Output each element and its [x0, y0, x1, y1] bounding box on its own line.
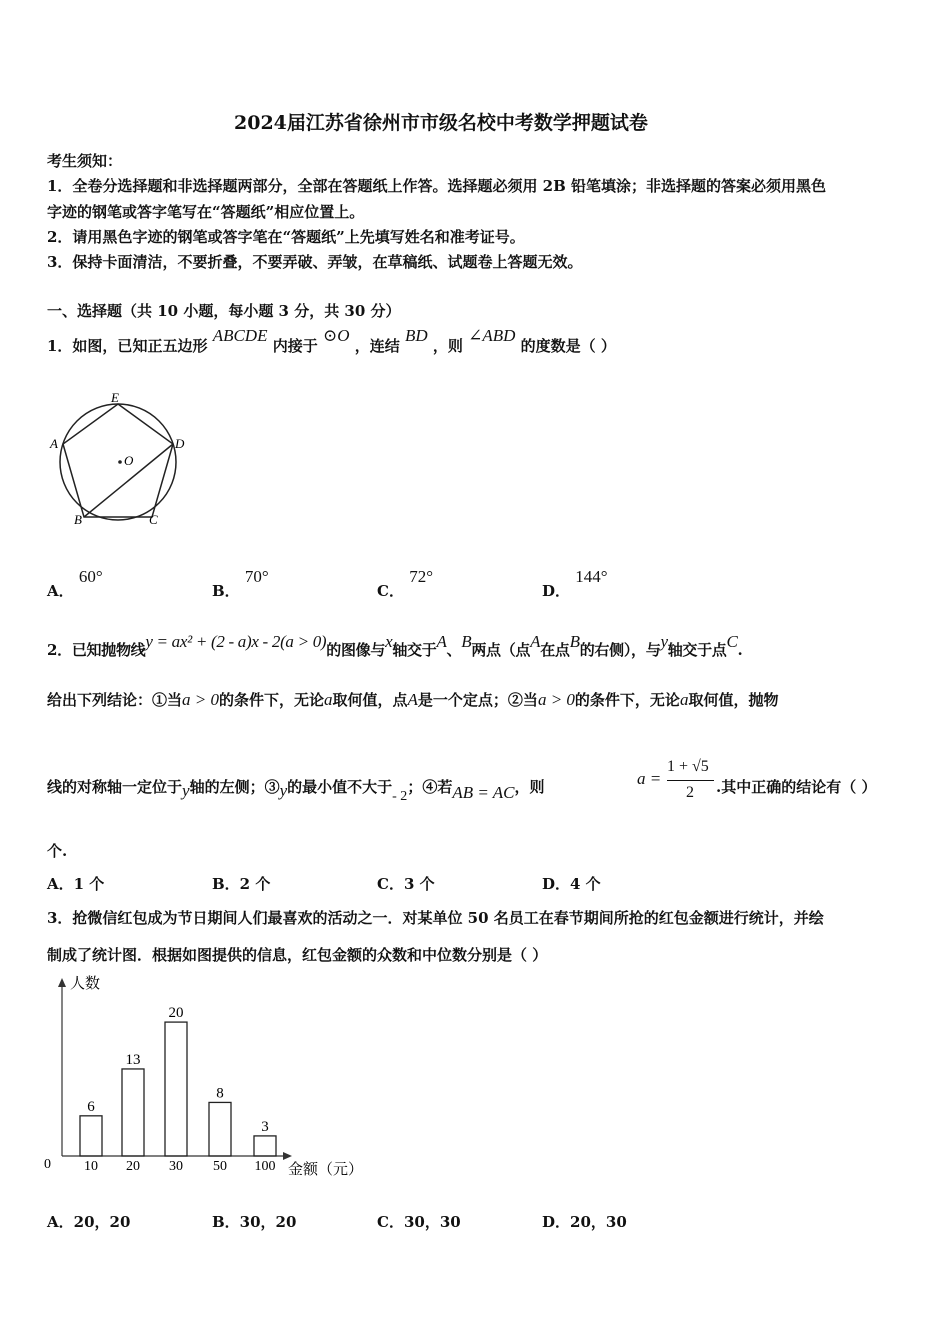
- q2-text-6: 在点: [540, 641, 570, 659]
- q1-figure-pentagon: [44, 388, 194, 533]
- label-b: B: [74, 512, 82, 527]
- q2-l2-math-1: a > 0: [182, 690, 219, 709]
- q2-l2-math-2: a: [324, 690, 333, 709]
- q1-option-a[interactable]: [47, 567, 103, 600]
- label-a: A: [50, 436, 58, 451]
- q3-option-c[interactable]: C．30，30: [377, 1213, 461, 1231]
- q1-option-d-value: 144°: [575, 567, 608, 586]
- q2-math-x: x: [385, 632, 393, 651]
- origin-label: 0: [44, 1157, 51, 1172]
- q2-text-1: 2．已知抛物线: [47, 641, 146, 659]
- q2-text-3: 轴交于: [392, 641, 437, 659]
- bar-100: [254, 1136, 276, 1156]
- bar-20: [122, 1069, 144, 1156]
- q1-text-1: 1．如图，已知正五边形: [47, 337, 208, 355]
- q2-option-b[interactable]: B．2 个: [212, 875, 271, 893]
- notice-item-3: 3．保持卡面清洁，不要折叠，不要弄破、弄皱，在草稿纸、试题卷上答题无效。: [47, 253, 583, 271]
- q2-l3-text-a: 线的对称轴一定位于: [47, 778, 183, 796]
- q1-text-4: ，则: [432, 337, 463, 355]
- label-e: E: [111, 390, 119, 405]
- q2-option-c[interactable]: C．3 个: [377, 875, 435, 893]
- q1-text-5: 的度数是（ ）: [520, 337, 616, 355]
- q2-l3-text-d: ；④若: [407, 778, 453, 796]
- q2-l2-math-4: a > 0: [537, 690, 575, 709]
- x-tick-label-20: 20: [126, 1159, 140, 1174]
- q3-option-a[interactable]: A．20，20: [47, 1213, 131, 1231]
- q1-option-d[interactable]: [542, 567, 608, 600]
- q2-text-7: 的右侧），与: [579, 641, 661, 659]
- q2-stem-line-4: 个.: [47, 842, 68, 860]
- label-c: C: [149, 512, 158, 527]
- q1-option-b-value: 70°: [244, 567, 269, 586]
- x-tick-label-50: 50: [213, 1159, 227, 1174]
- circle-o: [60, 404, 176, 520]
- x-axis-title: 金额（元）: [288, 1162, 364, 1178]
- data-label-50: 8: [216, 1085, 224, 1102]
- notice-heading: 考生须知：: [47, 152, 123, 170]
- q1-option-a-value: 60°: [78, 567, 103, 586]
- data-label-100: 3: [261, 1118, 269, 1135]
- q2-l2-text-d: 是一个定点；②当: [417, 691, 538, 709]
- data-label-10: 6: [87, 1098, 95, 1115]
- q2-l3-text-f: .其中正确的结论有（ ）: [716, 778, 877, 796]
- bar-30: [165, 1022, 187, 1156]
- q2-math-parabola: y = ax² + (2 - a)x - 2(a > 0): [145, 632, 327, 651]
- q1-stem: [47, 326, 616, 355]
- q2-l2-text-a: 给出下列结论：①当: [47, 691, 183, 709]
- q2-math-y: y: [660, 632, 668, 651]
- q1-math-pentagon: ABCDE: [212, 326, 268, 345]
- q2-l2-text-e: 的条件下，无论: [574, 691, 680, 709]
- notice-item-1-cont: 字迹的钢笔或答字笔写在“答题纸”相应位置上。: [47, 203, 365, 221]
- q2-stem-line-2: [47, 691, 778, 709]
- q2-text-9: .: [737, 641, 743, 659]
- q2-text-8: 轴交于点: [667, 641, 727, 659]
- bar-10: [80, 1116, 102, 1156]
- y-axis-arrow: [58, 978, 66, 987]
- q2-math-b: B: [461, 632, 472, 651]
- q2-option-a[interactable]: A．1 个: [47, 875, 105, 893]
- q2-l2-math-3: A: [407, 690, 418, 709]
- q2-l2-text-c: 取何值，点: [332, 691, 408, 709]
- q1-option-b[interactable]: [212, 567, 269, 600]
- q3-stem-line-2: 制成了统计图．根据如图提供的信息，红包金额的众数和中位数分别是（ ）: [47, 946, 548, 964]
- q2-l3-fraction-bar: [667, 780, 714, 781]
- q1-option-c[interactable]: [377, 567, 433, 600]
- center-point: [118, 460, 122, 464]
- q1-math-bd: BD: [404, 326, 428, 345]
- label-o: O: [124, 453, 134, 468]
- q2-math-a: A: [436, 632, 447, 651]
- data-label-30: 20: [168, 1005, 184, 1022]
- q3-stem-line-1: 3．抢微信红包成为节日期间人们最喜欢的活动之一．对某单位 50 名员工在春节期间所抢的红包金额进行统计，并绘: [47, 909, 824, 927]
- q3-bar-chart: [40, 972, 380, 1182]
- x-axis-arrow: [283, 1152, 292, 1160]
- q2-l3-math-ab-ac: AB = AC: [452, 783, 515, 802]
- x-tick-label-100: 100: [254, 1159, 276, 1174]
- y-axis-title: 人数: [70, 976, 101, 992]
- notice-item-1: 1．全卷分选择题和非选择题两部分，全部在答题纸上作答。选择题必须用 2B 铅笔填涂；非选择题的答案必须用黑色: [47, 177, 827, 195]
- q1-option-a-label: A．: [47, 582, 74, 600]
- q2-math-b2: B: [569, 632, 580, 651]
- q2-l3-math-neg2: - 2: [392, 789, 408, 804]
- section-heading: 一、选择题（共 10 小题，每小题 3 分，共 30 分）: [47, 302, 401, 320]
- x-tick-label-10: 10: [84, 1159, 98, 1174]
- q2-l3-math-y: y: [182, 781, 190, 800]
- q2-l2-text-b: 的条件下，无论: [219, 691, 325, 709]
- q1-text-2: 内接于: [272, 337, 318, 355]
- q2-l3-text-b: 轴的左侧；③: [189, 778, 280, 796]
- data-label-20: 13: [125, 1051, 141, 1068]
- q2-l2-text-f: 取何值，抛物: [688, 691, 779, 709]
- q2-text-4: 、: [446, 641, 462, 659]
- pentagon: [63, 404, 173, 517]
- notice-item-2: 2．请用黑色字迹的钢笔或答字笔在“答题纸”上先填写姓名和准考证号。: [47, 228, 525, 246]
- q1-option-b-label: B．: [212, 582, 240, 600]
- bar-50: [209, 1102, 231, 1156]
- q2-stem-line-3: [47, 778, 545, 804]
- q1-option-c-value: 72°: [409, 567, 433, 586]
- q3-option-b[interactable]: B．30，20: [212, 1213, 297, 1231]
- q1-math-circle: ⊙O: [322, 326, 350, 345]
- q2-l3-text-c: 的最小值不大于: [287, 778, 393, 796]
- q2-l2-math-5: a: [679, 690, 689, 709]
- q2-text-5: 两点（点: [471, 641, 531, 659]
- q2-math-c: C: [726, 632, 738, 651]
- q1-option-d-label: D．: [542, 582, 571, 600]
- q2-text-2: 的图像与: [326, 641, 386, 659]
- q1-option-c-label: C．: [377, 582, 404, 600]
- q2-l3-math-a-eq: a =: [637, 769, 662, 788]
- q2-l3-math-y2: y: [279, 781, 288, 800]
- q3-option-d[interactable]: D．20，30: [542, 1213, 627, 1231]
- q1-math-angle: ∠ABD: [468, 326, 516, 345]
- q2-math-a2: A: [530, 632, 541, 651]
- q2-l3-text-e: ，则: [514, 778, 545, 796]
- q2-option-d[interactable]: D．4 个: [542, 875, 601, 893]
- x-tick-label-30: 30: [169, 1159, 183, 1174]
- q2-stem-line-1: [47, 632, 743, 659]
- q2-l3-fraction-denominator: 2: [686, 784, 694, 801]
- q2-l3-fraction-numerator: 1 + √5: [667, 758, 709, 775]
- label-d: D: [175, 436, 185, 451]
- page-title: 2024届江苏省徐州市市级名校中考数学押题试卷: [234, 112, 648, 134]
- q1-text-3: ，连结: [354, 337, 400, 355]
